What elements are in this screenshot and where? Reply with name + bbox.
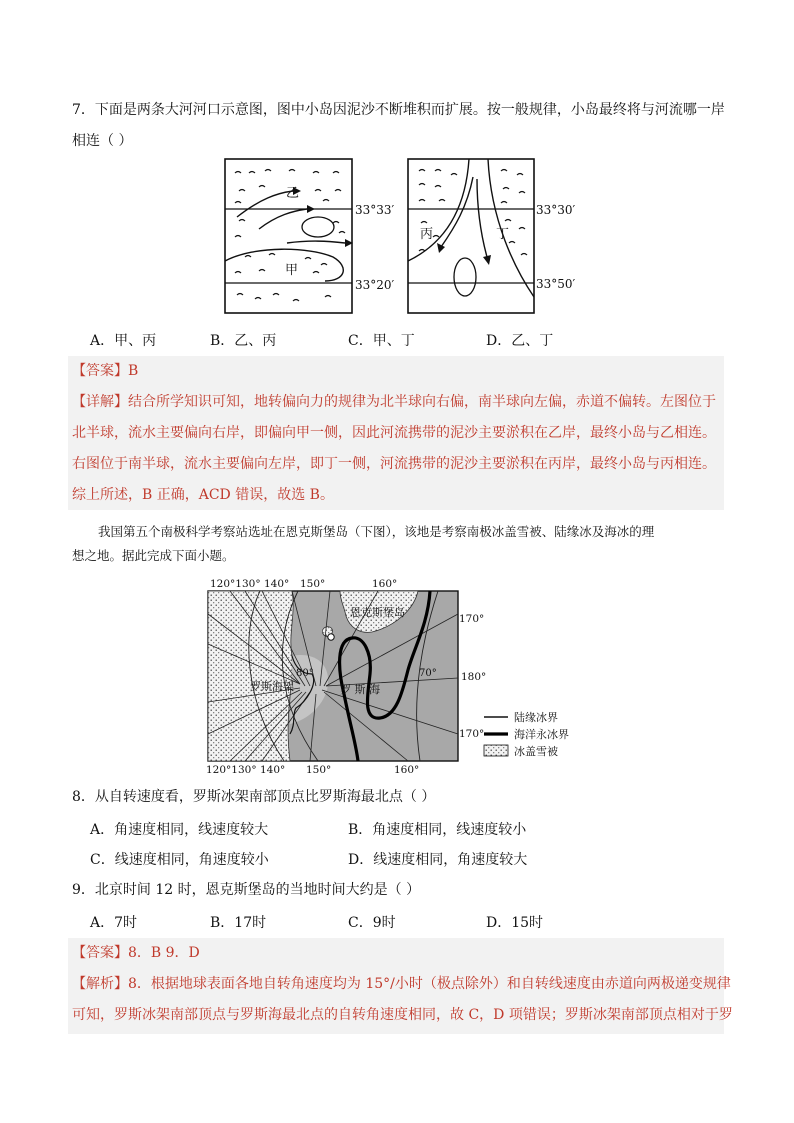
ross-sea-map [200,574,600,778]
map-bottom-lon-150: 150° [306,764,332,776]
q89-analysis-line1 [72,974,731,994]
map-label-ross-shelf: 罗斯海架 [250,680,294,693]
q89-answer [72,943,200,963]
q7-detail-line3: 右图位于南半球，流水主要偏向左岸，即丁一侧，河流携带的泥沙主要淤积在丙岸，最终小岛与丙相连。 [72,456,716,472]
map-right-lon-170-bottom: 170° [459,728,485,740]
q89-answer-value: 8．B 9．D [128,945,200,961]
map-bottom-lon-120-130: 120°130° [206,764,257,776]
q7-label-ding: 丁 [496,227,510,242]
q7-option-c: C．甲、丁 [348,333,415,349]
q8-option-a: A．角速度相同，线速度较大 [90,822,269,838]
map-label-ross-sea: 罗 斯 海 [340,683,380,696]
map-top-lon-120-130: 120°130° [210,578,261,590]
q7-lat-33-20: 33°20′ [355,278,395,292]
map-top-lon-140: 140° [264,578,290,590]
q9-option-c: C．9时 [348,915,396,931]
q7-lat-33-30: 33°30′ [536,203,576,217]
q7-detail-line2: 北半球，流水主要偏向右岸，即偏向甲一侧，因此河流携带的泥沙主要淤积在乙岸，最终小岛与乙相连。 [72,425,716,441]
q7-option-d: D．乙、丁 [486,333,554,349]
map-top-lon-150: 150° [300,578,326,590]
q7-detail-text-1: 结合所学知识可知，地转偏向力的规律为北半球向右偏，南半球向左偏，赤道不偏转。左图位于 [128,394,716,410]
q7-detail-line4: 综上所述，B 正确，ACD 错误，故选 B。 [72,487,334,503]
q8-option-b: B．角速度相同，线速度较小 [348,822,527,838]
q7-right-diagram [408,159,576,313]
q7-stem-line1: 7．下面是两条大河河口示意图，图中小岛因泥沙不断堆积而扩展。按一般规律，小岛最终将与河流哪一岸 [72,102,725,118]
q9-option-b: B．17时 [210,915,267,931]
q9-option-d: D．15时 [486,915,544,931]
q7-option-b: B．乙、丙 [210,333,277,349]
q7-lat-33-50: 33°50′ [536,277,576,291]
q9-stem: 9．北京时间 12 时，恩克斯堡岛的当地时间大约是（ ） [72,882,421,898]
map-label-80: 80° [296,668,314,679]
q7-option-a: A．甲、丙 [90,333,157,349]
map-bottom-lon-160: 160° [394,764,420,776]
map-top-lon-160: 160° [372,578,398,590]
q7-label-jia: 甲 [285,263,299,278]
q8-option-c: C．线速度相同，角速度较小 [90,852,269,868]
intro-line1: 我国第五个南极科学考察站选址在恩克斯堡岛（下图），该地是考察南极冰盖雪被、陆缘冰及海冰的理 [98,524,655,539]
map-label-island: 恩克斯堡岛 [350,606,405,619]
q7-answer-value: B [128,363,139,379]
q7-river-figure [215,157,585,319]
q89-analysis-text-1: 8．根据地球表面各地自转角速度均为 15°/小时（极点除外）和自转线速度由赤道向两极递变规律 [128,976,731,992]
q8-option-d: D．线速度相同，角速度较大 [348,852,528,868]
q8-stem: 8．从自转速度看，罗斯冰架南部顶点比罗斯海最北点（ ） [72,789,436,805]
intro-line2: 想之地。据此完成下面小题。 [72,548,235,563]
map-right-lon-180: 180° [461,671,487,683]
q7-label-bing: 丙 [420,227,434,242]
map-bottom-lon-140: 140° [260,764,286,776]
q7-detail-line1 [72,392,716,412]
q9-option-a: A．7时 [90,915,138,931]
q7-detail-tag: 【详解】 [72,394,128,410]
legend-land-ice: 陆缘冰界 [514,711,558,724]
legend-permanent-sea-ice: 海洋永冰界 [514,728,569,741]
q7-label-yi: 乙 [286,186,300,201]
q7-answer-tag: 【答案】 [72,363,128,379]
q89-answer-tag: 【答案】 [72,945,128,961]
q7-left-diagram [225,159,395,313]
legend-ice-sheet: 冰盖雪被 [514,745,558,758]
q89-analysis-tag: 【解析】 [72,976,128,992]
q7-lat-33-33: 33°33′ [355,203,395,217]
q7-stem-line2: 相连（ ） [72,133,133,149]
q89-analysis-line2: 可知，罗斯冰架南部顶点与罗斯海最北点的自转角速度相同，故 C，D 项错误；罗斯冰架南部顶点相对于罗 [72,1007,733,1023]
map-legend [484,710,569,758]
q7-answer [72,361,138,381]
map-label-70: 70° [419,668,437,679]
map-right-lon-170-top: 170° [459,613,485,625]
